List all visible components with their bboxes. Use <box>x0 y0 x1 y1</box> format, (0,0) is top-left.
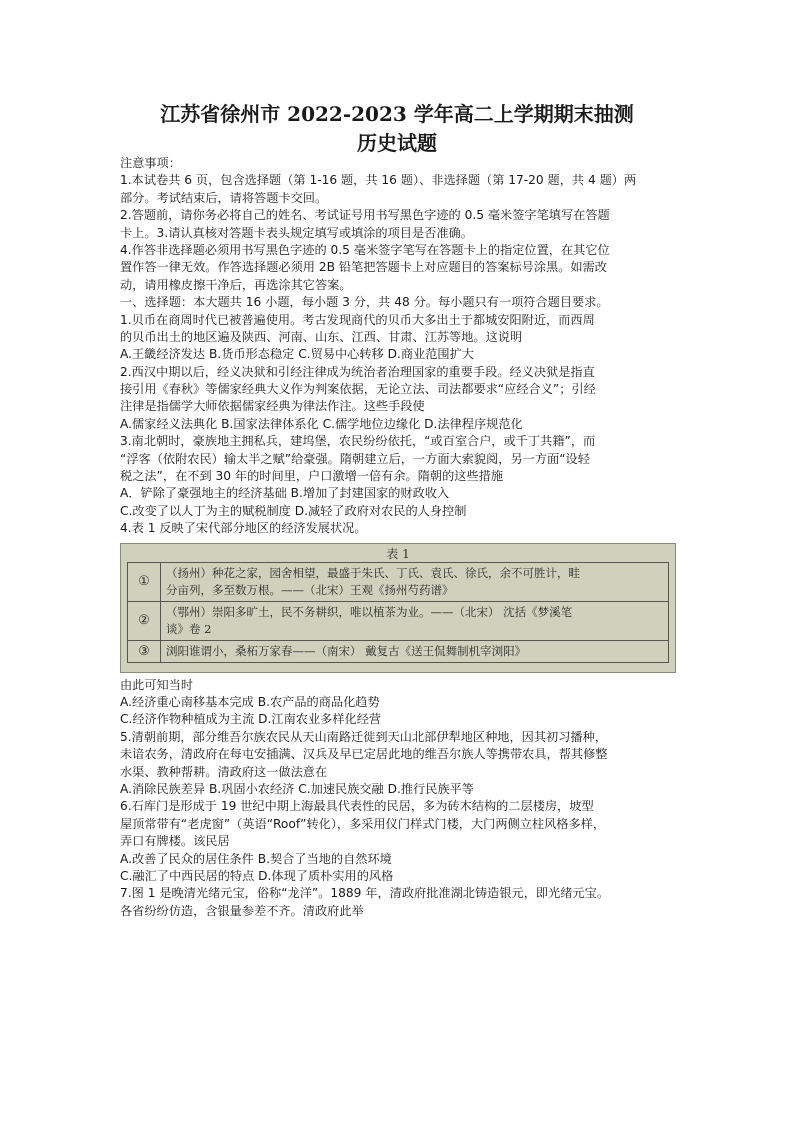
text-line: 注意事项： <box>120 156 181 170</box>
text-line: 接引用《春秋》等儒家经典大义作为判案依据，无论立法、司法都要求“应经合义”；引经 <box>120 382 596 397</box>
text-line: A.消除民族差异 B.巩固小农经济 C.加速民族交融 D.推行民族平等 <box>120 781 474 796</box>
text-line: 部分。考试结束后，请将答题卡交回。 <box>120 190 328 205</box>
text-line: 6.石库门是形成于 19 世纪中期上海最具代表性的民居，多为砖木结构的二层楼房，坡型 <box>120 799 594 814</box>
quote-line: 分亩列，多至数万根。——（北宋）王观《扬州芍药谱》 <box>166 582 454 597</box>
text-line: A.经济重心南移基本完成 B.农产品的商品化趋势 <box>120 694 380 709</box>
text-line: C.经济作物种植成为主流 D.江南农业多样化经营 <box>120 712 382 727</box>
table-caption: 表 1 <box>386 546 410 561</box>
text-after-table <box>120 677 680 920</box>
text-line: 4.作答非选择题必须用书写黑色字迹的 0.5 毫米签字笔写在答题卡上的指定位置，在其它位 <box>120 242 610 257</box>
text-line: 5.清朝前期，部分维吾尔族农民从天山南路迁徙到天山北部伊犁地区种地，因其初习播种， <box>120 729 607 744</box>
text-line: 弄口有牌楼。该民居 <box>120 834 230 849</box>
text-line: 2.西汉中期以后，经义决狱和引经注律成为统治者治理国家的重要手段。经义决狱是指直 <box>120 364 595 379</box>
text-line: 水渠、教种帮耕。清政府这一做法意在 <box>120 764 328 779</box>
text-line: 一、选择题：本大题共 16 小题，每小题 3 分，共 48 分。每小题只有一项符合题目要求。 <box>120 295 609 310</box>
page-subtitle: 历史试题 <box>357 131 437 155</box>
row-quote <box>161 562 669 601</box>
text-line: 动，请用橡皮擦干净后，再选涂其它答案。 <box>120 277 352 292</box>
text-line: C.融汇了中西民居的特点 D.体现了质朴实用的风格 <box>120 868 394 883</box>
table-row <box>128 601 669 640</box>
row-number: ① <box>128 562 161 601</box>
table-1 <box>127 562 669 663</box>
text-line: 4.表 1 反映了宋代部分地区的经济发展状况。 <box>120 521 367 536</box>
text-line: 3.南北朝时，豪族地主拥私兵，建坞堡，农民纷纷依托，“或百室合户，或千丁共籍”，而 <box>120 434 596 449</box>
exam-body <box>120 155 680 920</box>
row-quote <box>161 601 669 640</box>
row-number: ② <box>128 601 161 640</box>
text-line: A.改善了民众的居住条件 B.契合了当地的自然环境 <box>120 851 392 866</box>
text-line: A.儒家经义法典化 B.国家法律体系化 C.儒学地位边缘化 D.法律程序规范化 <box>120 416 523 431</box>
quote-line: 浏阳谁谓小，桑柘万家春——（南宋） 戴复古《送王侃舞制机宰浏阳》 <box>166 643 527 658</box>
table-1-photo <box>120 543 676 673</box>
text-before-table <box>120 155 680 538</box>
row-quote <box>161 640 669 662</box>
text-line: 7.图 1 是晚清光绪元宝，俗称“龙洋”。1889 年，清政府批准湖北铸造银元，即光绪元宝。 <box>120 886 610 901</box>
row-number: ③ <box>128 640 161 662</box>
text-line: 置作答一律无效。作答选择题必须用 2B 铅笔把答题卡上对应题目的答案标号涂黑。如需改 <box>120 260 607 275</box>
text-line: 卡上。3.请认真核对答题卡表头规定填写或填涂的项目是否准确。 <box>120 225 473 240</box>
text-line: 屋顶常带有“老虎窗”（英语“Roof”转化），多采用仪门样式门楼，大门两侧立柱风格多样， <box>120 816 606 831</box>
text-line: 的贝币出土的地区遍及陕西、河南、山东、江西、甘肃、江苏等地。这说明 <box>120 329 523 344</box>
text-line: 1.本试卷共 6 页，包含选择题（第 1-16 题，共 16 题）、非选择题（第 17-20 题，共 4 题）两 <box>120 173 637 188</box>
text-line: 注律是指儒学大师依据儒家经典为律法作注。这些手段使 <box>120 399 425 414</box>
text-line: 1.贝币在商周时代已被普遍使用。考古发现商代的贝币大多出土于都城安阳附近，而西周 <box>120 312 595 327</box>
text-line: 未谙农务，清政府在每屯安插满、汉兵及早已定居此地的维吾尔族人等携带农具，帮其修整 <box>120 747 608 762</box>
quote-line: 谈》卷 2 <box>166 621 212 636</box>
text-line: A．铲除了豪强地主的经济基础 B.增加了封建国家的财政收入 <box>120 486 450 501</box>
text-line: “浮客（依附农民）输太半之赋”给豪强。隋朝建立后，一方面大索貌阅，另一方面“设轻 <box>120 451 590 466</box>
text-line: C.改变了以人丁为主的赋税制度 D.减轻了政府对农民的人身控制 <box>120 503 467 518</box>
text-line: 2.答题前，请你务必将自己的姓名、考试证号用书写黑色字迹的 0.5 毫米签字笔填写在答题 <box>120 208 610 223</box>
page-title: 江苏省徐州市 2022-2023 学年高二上学期期末抽测 <box>160 102 634 126</box>
text-line: A.王畿经济发达 B.货币形态稳定 C.贸易中心转移 D.商业范围扩大 <box>120 347 474 362</box>
text-line: 各省纷纷仿造，含银量参差不齐。清政府此举 <box>120 903 364 918</box>
text-line: 由此可知当时 <box>120 677 194 692</box>
table-row <box>128 562 669 601</box>
quote-line: （鄂州）崇阳多旷土，民不务耕织，唯以植茶为业。——（北宋） 沈括《梦溪笔 <box>166 604 573 619</box>
quote-line: （扬州）种花之家，园舍相望，最盛于朱氏、丁氏、袁氏、徐氏，余不可胜计，畦 <box>166 565 580 580</box>
table-row <box>128 640 669 662</box>
text-line: 税之法”，在不到 30 年的时间里，户口激增一倍有余。隋朝的这些措施 <box>120 469 504 484</box>
